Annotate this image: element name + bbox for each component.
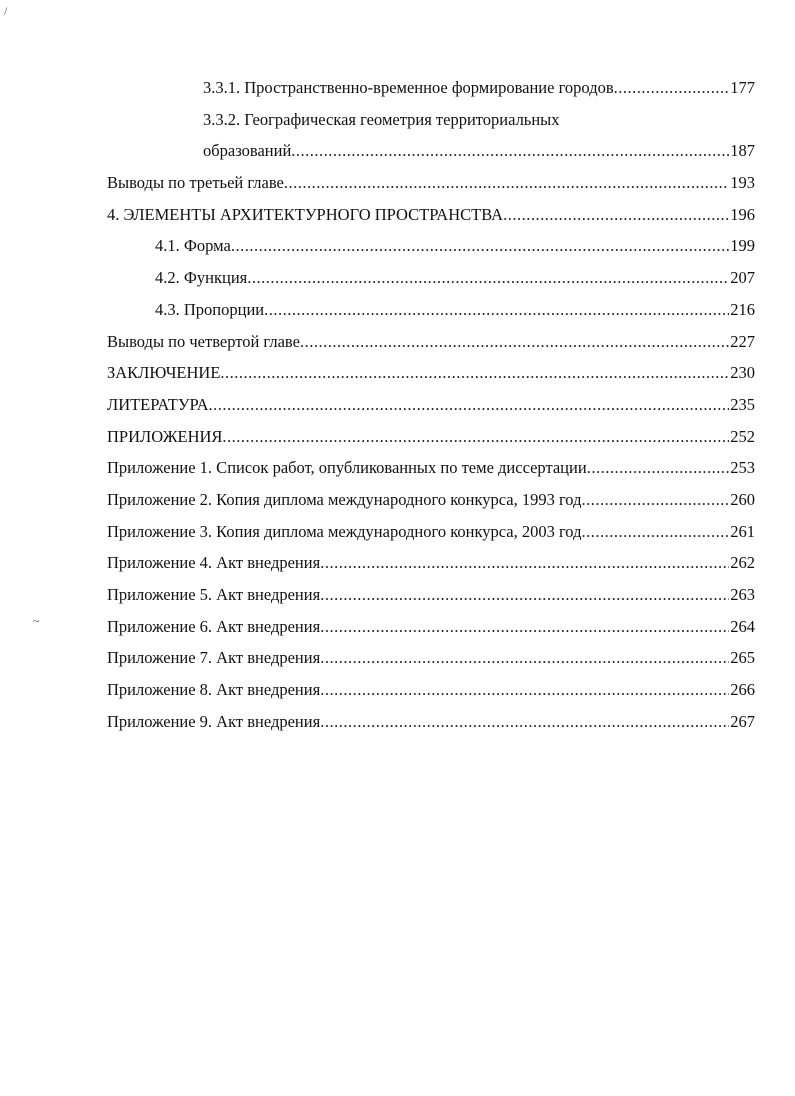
table-of-contents [107, 72, 755, 737]
toc-entry-4-3[interactable] [107, 294, 755, 326]
dot-leader [320, 674, 729, 706]
toc-entry-page: 227 [730, 331, 755, 351]
toc-entry-3-3-2-continued[interactable] [107, 135, 755, 167]
dot-leader [220, 357, 729, 389]
toc-entry-title: Выводы по третьей главе [107, 173, 284, 193]
toc-entry-appendix-6[interactable] [107, 611, 755, 643]
toc-entry-page: 216 [730, 299, 755, 319]
toc-entry-title: Приложение 3. Копия диплома международного конкурса, 2003 год [107, 521, 582, 541]
toc-entry-page: 264 [730, 616, 755, 636]
toc-entry-3-3-1[interactable] [107, 72, 755, 104]
toc-entry-conclusions-ch4[interactable] [107, 326, 755, 358]
toc-entry-title: Приложение 9. Акт внедрения [107, 711, 321, 731]
toc-entry-page: 266 [730, 680, 755, 700]
toc-entry-title: Выводы по четвертой главе [107, 331, 300, 351]
toc-entry-3-3-2[interactable] [107, 104, 755, 136]
dot-leader [291, 135, 729, 167]
toc-entry-title: Приложение 7. Акт внедрения [107, 648, 321, 668]
dot-leader [587, 452, 730, 484]
toc-entry-appendix-8[interactable] [107, 674, 755, 706]
dot-leader [231, 230, 729, 262]
toc-entry-page: 235 [730, 394, 755, 414]
toc-entry-page: 207 [730, 268, 755, 288]
toc-entry-page: 260 [730, 489, 755, 509]
toc-entry-title: Приложение 8. Акт внедрения [107, 680, 321, 700]
dot-leader [300, 326, 729, 358]
dot-leader [320, 706, 729, 738]
toc-entry-title: 4.3. Пропорции [155, 299, 265, 319]
scan-mark-left: ~ [33, 614, 40, 628]
toc-entry-appendix-2[interactable] [107, 484, 755, 516]
dot-leader [581, 516, 729, 548]
toc-entry-chapter-4[interactable] [107, 199, 755, 231]
toc-entry-title: Приложение 5. Акт внедрения [107, 585, 321, 604]
dot-leader [581, 484, 729, 516]
toc-entry-title: образований [203, 141, 292, 161]
toc-entry-page: 262 [730, 553, 755, 573]
dot-leader [320, 579, 729, 611]
toc-entry-4-1[interactable] [107, 230, 755, 262]
toc-entry-appendix-5[interactable] [107, 579, 755, 611]
toc-entry-page: 193 [730, 173, 755, 193]
scan-mark-top: / [4, 4, 8, 18]
toc-entry-page: 187 [730, 141, 755, 161]
toc-entry-appendix-9[interactable] [107, 706, 755, 738]
dot-leader [284, 167, 729, 199]
toc-entry-conclusion[interactable] [107, 357, 755, 389]
toc-entry-page: 177 [730, 78, 755, 97]
toc-entry-title: ЗАКЛЮЧЕНИЕ [107, 363, 221, 383]
toc-entry-page: 265 [730, 648, 755, 668]
toc-entry-title: Приложение 4. Акт внедрения [107, 553, 321, 573]
dot-leader [222, 421, 729, 453]
toc-entry-title: 4. ЭЛЕМЕНТЫ АРХИТЕКТУРНОГО ПРОСТРАНСТВА [107, 204, 504, 224]
toc-entry-title: 4.1. Форма [155, 236, 231, 256]
toc-entry-page: 261 [730, 521, 755, 541]
toc-entry-title: 3.3.2. Географическая геометрия территориальных [203, 109, 560, 129]
toc-entry-appendix-4[interactable] [107, 547, 755, 579]
dot-leader [320, 611, 729, 643]
toc-entry-title: Приложение 1. Список работ, опубликованных по теме диссертации [107, 458, 587, 478]
toc-entry-title: 3.3.1. Пространственно-временное формирование городов [203, 78, 614, 97]
dot-leader [614, 72, 730, 104]
toc-entry-4-2[interactable] [107, 262, 755, 294]
toc-entry-title: Приложение 6. Акт внедрения [107, 616, 321, 636]
toc-entry-literature[interactable] [107, 389, 755, 421]
toc-entry-title: ЛИТЕРАТУРА [107, 394, 209, 414]
toc-entry-page: 199 [730, 236, 755, 256]
dot-leader [264, 294, 729, 326]
dot-leader [503, 199, 729, 231]
dot-leader [320, 547, 729, 579]
toc-entry-appendices[interactable] [107, 421, 755, 453]
toc-entry-title: ПРИЛОЖЕНИЯ [107, 426, 223, 446]
toc-entry-appendix-1[interactable] [107, 452, 755, 484]
dot-leader [320, 642, 729, 674]
toc-entry-title: Приложение 2. Копия диплома международного конкурса, 1993 год [107, 489, 582, 509]
toc-entry-page: 253 [730, 458, 755, 478]
toc-entry-appendix-7[interactable] [107, 642, 755, 674]
toc-entry-conclusions-ch3[interactable] [107, 167, 755, 199]
dot-leader [209, 389, 730, 421]
toc-entry-page: 230 [730, 363, 755, 383]
toc-entry-page: 252 [730, 426, 755, 446]
toc-entry-appendix-3[interactable] [107, 516, 755, 548]
toc-entry-page: 267 [730, 711, 755, 731]
dot-leader [247, 262, 729, 294]
toc-entry-title: 4.2. Функция [155, 268, 248, 288]
toc-entry-page: 263 [730, 585, 755, 604]
toc-entry-page: 196 [730, 204, 755, 224]
